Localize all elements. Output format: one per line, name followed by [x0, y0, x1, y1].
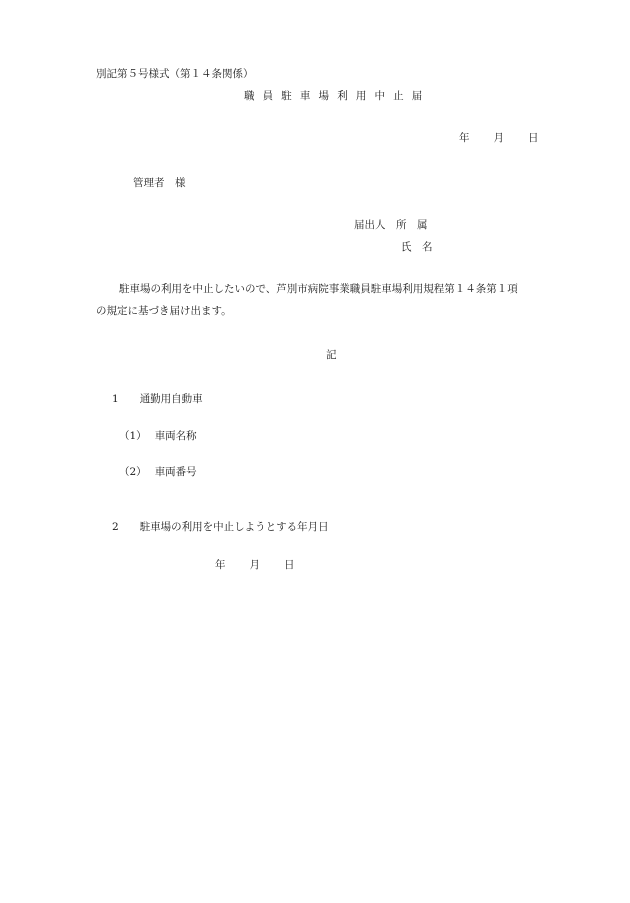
- body-text-line-2: の規定に基づき届け出ます。: [96, 305, 232, 317]
- item-1-2: [119, 467, 197, 478]
- cessation-date: [215, 560, 295, 571]
- item-1-2-number: （2）: [119, 466, 147, 478]
- item-2-number: 2: [112, 521, 119, 533]
- date-year-label: 年: [459, 132, 470, 144]
- applicant-name-label: 氏 名: [401, 241, 433, 253]
- body-text-line-1: 駐車場の利用を中止したいので、芦別市病院事業職員駐車場利用規程第１４条第１項: [119, 283, 518, 295]
- ki-heading: 記: [326, 349, 337, 361]
- form-number: 別記第５号様式（第１４条関係）: [96, 68, 254, 80]
- item-1-1-number: （1）: [119, 430, 147, 442]
- item-1: [112, 394, 203, 405]
- item-1-2-text: 車両番号: [154, 466, 197, 478]
- submission-date: [459, 133, 539, 144]
- document-title: 職 員 駐 車 場 利 用 中 止 届: [244, 90, 425, 102]
- cessation-day-label: 日: [284, 559, 295, 571]
- date-month-label: 月: [493, 132, 504, 144]
- cessation-month-label: 月: [249, 559, 260, 571]
- item-1-text: 通勤用自動車: [139, 393, 203, 405]
- item-1-1: [119, 431, 197, 442]
- item-2-text: 駐車場の利用を中止しようとする年月日: [139, 521, 329, 533]
- item-1-number: 1: [112, 393, 119, 405]
- item-2: [112, 522, 329, 533]
- cessation-year-label: 年: [215, 559, 226, 571]
- addressee: 管理者 様: [133, 177, 186, 189]
- date-day-label: 日: [528, 132, 539, 144]
- item-1-1-text: 車両名称: [154, 430, 197, 442]
- applicant-department-label: 届出人 所 属: [354, 219, 428, 231]
